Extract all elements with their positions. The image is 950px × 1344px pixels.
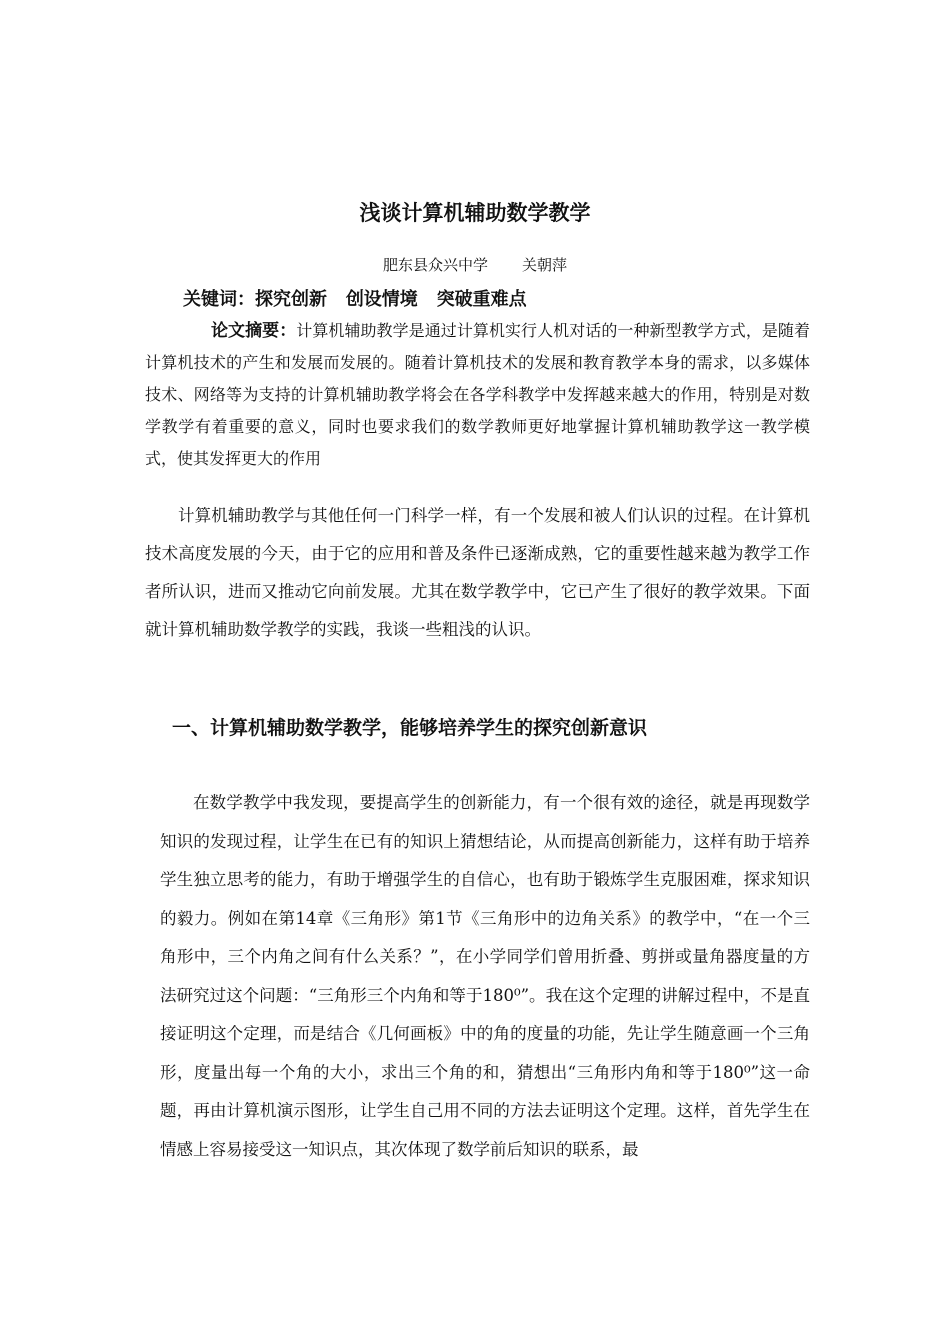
abstract-paragraph <box>145 315 810 475</box>
abstract-text: 计算机辅助教学是通过计算机实行人机对话的一种新型教学方式，是随着计算机技术的产生和发展而发展的。随着计算机技术的发展和教育教学本身的需求，以多媒体技术、网络等为支持的计算机辅助教学将会在各学科教学中发挥越来越大的作用，特别是对数学教学有着重要的意义，同时也要求我们的数学教师更好地掌握计算机辅助教学这一教学模式，使其发挥更大的作用 <box>145 321 810 468</box>
document-title: 浅谈计算机辅助数学教学 <box>359 201 591 225</box>
body-paragraph: 在数学教学中我发现，要提高学生的创新能力，有一个很有效的途径，就是再现数学知识的发现过程，让学生在已有的知识上猜想结论，从而提高创新能力，这样有助于培养学生独立思考的能力，有助于增强学生的自信心，也有助于锻炼学生克服困难，探求知识的毅力。例如在第14章《三角形》第1节《三角形中的边角关系》的教学中，“在一个三角形中，三个内角之间有什么关系？”，在小学同学们曾用折叠、剪拼或量角器度量的方法研究过这个问题：“三角形三个内角和等于180⁰”。我在这个定理的讲解过程中，不是直接证明这个定理，而是结合《几何画板》中的角的度量的功能，先让学生随意画一个三角形，度量出每一个角的大小，求出三个角的和，猜想出“三角形内角和等于180⁰”这一命题，再由计算机演示图形，让学生自己用不同的方法去证明这个定理。这样，首先学生在情感上容易接受这一知识点，其次体现了数学前后知识的联系，最 <box>160 793 810 1159</box>
keywords-label: 关键词： <box>183 289 255 310</box>
author-line <box>0 254 950 275</box>
keyword-item: 创设情境 <box>345 289 418 310</box>
section-heading: 一、计算机辅助数学教学，能够培养学生的探究创新意识 <box>172 717 648 739</box>
author-name: 关朝萍 <box>522 256 568 274</box>
keyword-item: 突破重难点 <box>436 289 527 310</box>
intro-paragraph: 计算机辅助教学与其他任何一门科学一样，有一个发展和被人们认识的过程。在计算机技术高度发展的今天，由于它的应用和普及条件已逐渐成熟，它的重要性越来越为教学工作者所认识，进而又推动它向前发展。尤其在数学教学中，它已产生了很好的教学效果。下面就计算机辅助数学教学的实践，我谈一些粗浅的认识。 <box>145 506 810 639</box>
abstract-label: 论文摘要： <box>211 321 297 341</box>
author-school: 肥东县众兴中学 <box>382 256 488 274</box>
keywords-line <box>183 285 527 311</box>
keyword-item: 探究创新 <box>255 289 327 310</box>
